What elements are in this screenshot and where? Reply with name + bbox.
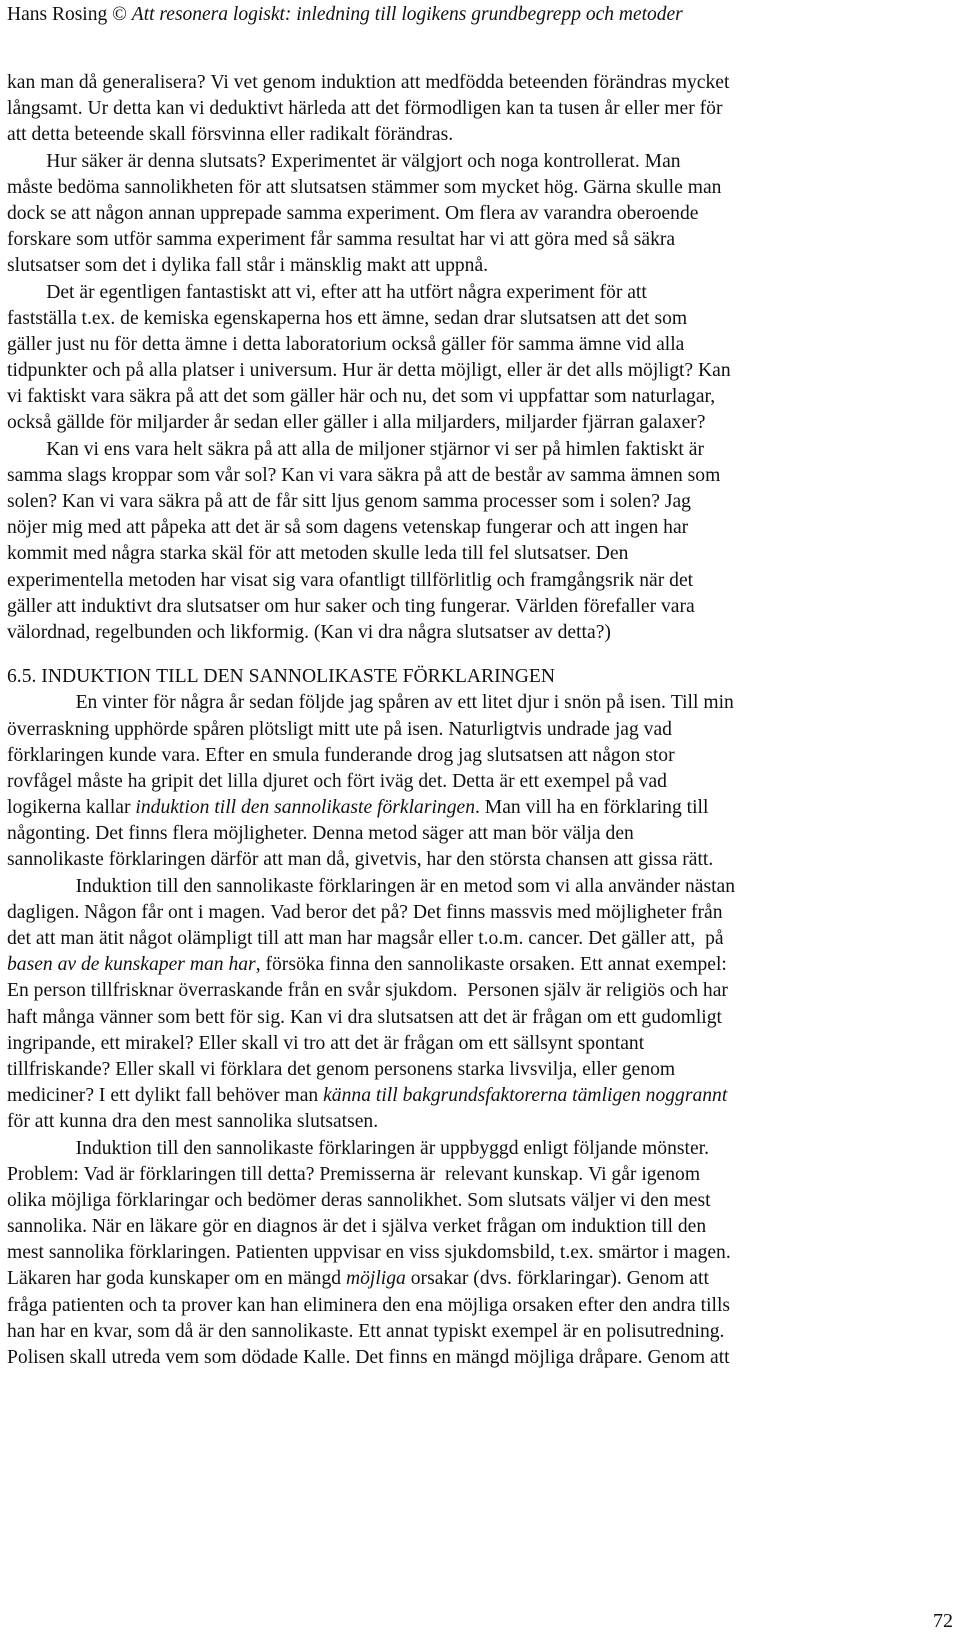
- text-line: också gällde för miljarder år sedan eller gäller i alla miljarders, miljarder fjärran galaxer?: [7, 412, 706, 434]
- text-line: Problem: Vad är förklaringen till detta? Premisserna är relevant kunskap. Vi går igenom: [7, 1163, 701, 1185]
- text-segment: . Man vill ha en förklaring till: [475, 797, 709, 819]
- text-line: kan man då generalisera? Vi vet genom induktion att medfödda beteenden förändras mycket: [7, 72, 730, 93]
- text-line: haft många vänner som bett för sig. Kan vi dra slutsatsen att det är frågan om ett gudomligt: [7, 1006, 722, 1028]
- text-line: dock se att någon annan upprepade samma experiment. Om flera av varandra oberoende: [7, 202, 699, 224]
- emphasized-text: basen av de kunskaper man har: [7, 954, 256, 976]
- header-book-title: Att resonera logiskt: inledning till logikens grundbegrepp och metoder: [131, 4, 683, 25]
- text-line: måste bedöma sannolikheten för att slutsatsen stämmer som mycket hög. Gärna skulle man: [7, 176, 722, 198]
- text-line: tillfriskande? Eller skall vi förklara det genom personens starka livsvilja, eller genom: [7, 1058, 676, 1080]
- text-segment: mediciner? I ett dylikt fall behöver man: [7, 1085, 324, 1107]
- text-line: En vinter för några år sedan följde jag spåren av ett litet djur i snön på isen. Till min: [7, 692, 734, 714]
- text-line: [7, 1083, 953, 1109]
- text-line: gäller just nu för detta ämne i detta laboratorium också gäller för samma ämne vid alla: [7, 333, 685, 355]
- text-line: mest sannolika förklaringen. Patienten uppvisar en viss sjukdomsbild, t.ex. smärtor i magen.: [7, 1242, 731, 1264]
- text-line: samma slags kroppar som vår sol? Kan vi vara säkra på att de består av samma ämnen som: [7, 464, 721, 486]
- text-line: [7, 952, 953, 978]
- text-line: nöjer mig med att påpeka att det är så som dagens vetenskap fungerar och att ingen har: [7, 517, 689, 539]
- text-line: någonting. Det finns flera möjligheter. Denna metod säger att man bör välja den: [7, 823, 634, 845]
- emphasized-text: möjliga: [345, 1268, 406, 1290]
- text-line: [7, 795, 953, 821]
- text-line: tidpunkter och på alla platser i universum. Hur är detta möjligt, eller är det alls möjligt? Kan: [7, 360, 731, 382]
- text-line: olika möjliga förklaringar och bedömer deras sannolikhet. Som slutsats väljer vi den mest: [7, 1189, 711, 1211]
- text-line: förklaringen kunde vara. Efter en smula funderande drog jag slutsatsen att någon stor: [7, 744, 675, 766]
- intro-paragraphs: [7, 70, 953, 646]
- text-line: gäller att induktivt dra slutsatser om hur saker och ting fungerar. Världen förefaller vara: [7, 595, 695, 617]
- text-line: Induktion till den sannolikaste förklaringen är en metod som vi alla använder nästan: [7, 875, 736, 897]
- text-line: långsamt. Ur detta kan vi deduktivt härleda att det förmodligen kan ta tusen år eller mer för: [7, 98, 723, 120]
- text-segment: Läkaren har goda kunskaper om en mängd: [7, 1268, 346, 1290]
- text-line: det att man ätit något olämpligt till att man har magsår eller t.o.m. cancer. Det gäller att, på: [7, 928, 724, 949]
- text-segment: orsakar (dvs. förklaringar). Genom att: [405, 1268, 709, 1290]
- text-line: experimentella metoden har visat sig vara ofantligt tillförlitlig och framgångsrik när det: [7, 569, 694, 591]
- text-line: sannolika. När en läkare gör en diagnos är det i själva verket frågan om induktion till den: [7, 1216, 707, 1238]
- text-segment: logikerna kallar: [7, 797, 136, 819]
- text-line: han har en kvar, som då är den sannolikaste. Ett annat typiskt exempel är en polisutredning.: [7, 1320, 725, 1342]
- text-line: dagligen. Någon får ont i magen. Vad beror det på? Det finns massvis med möjligheter från: [7, 901, 723, 923]
- emphasized-text: induktion till den sannolikaste förklaringen: [135, 797, 475, 819]
- header-author: Hans Rosing: [7, 4, 108, 25]
- text-line: välordnad, regelbunden och likformig. (Kan vi dra några slutsatser av detta?): [7, 621, 611, 643]
- text-line: solen? Kan vi vara säkra på att de får sitt ljus genom samma processer som i solen? Jag: [7, 491, 691, 512]
- body-text: [7, 70, 953, 1371]
- text-line: sannolikaste förklaringen därför att man då, givetvis, har den största chansen att gissa rätt.: [7, 849, 714, 871]
- text-line: ingripande, ett mirakel? Eller skall vi tro att det är frågan om ett sällsynt spontant: [7, 1032, 645, 1054]
- text-line: [7, 1266, 953, 1292]
- text-line: Induktion till den sannolikaste förklaringen är uppbyggd enligt följande mönster.: [7, 1137, 709, 1159]
- text-line: vi faktiskt vara säkra på att det som gäller här och nu, det som vi uppfattar som naturlagar,: [7, 386, 716, 408]
- page-number: 72: [933, 1610, 953, 1632]
- section-heading: 6.5. INDUKTION TILL DEN SANNOLIKASTE FÖRKLARINGEN: [7, 666, 556, 688]
- text-line: fastställa t.ex. de kemiska egenskaperna hos ett ämne, sedan drar slutsatsen att det som: [7, 307, 688, 329]
- section-paragraphs: [7, 690, 953, 1371]
- text-line: Kan vi ens vara helt säkra på att alla de miljoner stjärnor vi ser på himlen faktiskt är: [7, 438, 704, 460]
- text-line: Det är egentligen fantastiskt att vi, efter att ha utfört några experiment för att: [7, 281, 647, 303]
- page-header: [7, 3, 953, 27]
- text-line: fråga patienten och ta prover kan han eliminera den ena möjliga orsaken efter den andra tills: [7, 1294, 731, 1316]
- text-line: forskare som utför samma experiment får samma resultat har vi att göra med så säkra: [7, 229, 676, 251]
- text-line: rovfågel måste ha gripit det lilla djuret och fört iväg det. Detta är ett exempel på vad: [7, 770, 667, 792]
- text-line: att detta beteende skall försvinna eller radikalt förändras.: [7, 124, 454, 146]
- text-line: slutsatser som det i dylika fall står i mänsklig makt att uppnå.: [7, 255, 489, 277]
- text-line: överraskning upphörde spåren plötsligt mitt ute på isen. Naturligtvis undrade jag vad: [7, 718, 672, 740]
- text-line: kommit med några starka skäl för att metoden skulle leda till fel slutsatser. Den: [7, 543, 629, 565]
- text-line: En person tillfrisknar överraskande från en svår sjukdom. Personen själv är religiös och har: [7, 980, 728, 1002]
- copyright-symbol: ©: [112, 4, 127, 25]
- emphasized-text: känna till bakgrundsfaktorerna tämligen noggrannt: [323, 1085, 728, 1107]
- text-line: för att kunna dra den mest sannolika slutsatsen.: [7, 1111, 379, 1133]
- text-line: Hur säker är denna slutsats? Experimentet är välgjort och noga kontrollerat. Man: [7, 150, 681, 172]
- text-segment: , försöka finna den sannolikaste orsaken. Ett annat exempel:: [255, 954, 727, 976]
- text-line: Polisen skall utreda vem som dödade Kalle. Det finns en mängd möjliga dråpare. Genom att: [7, 1347, 730, 1368]
